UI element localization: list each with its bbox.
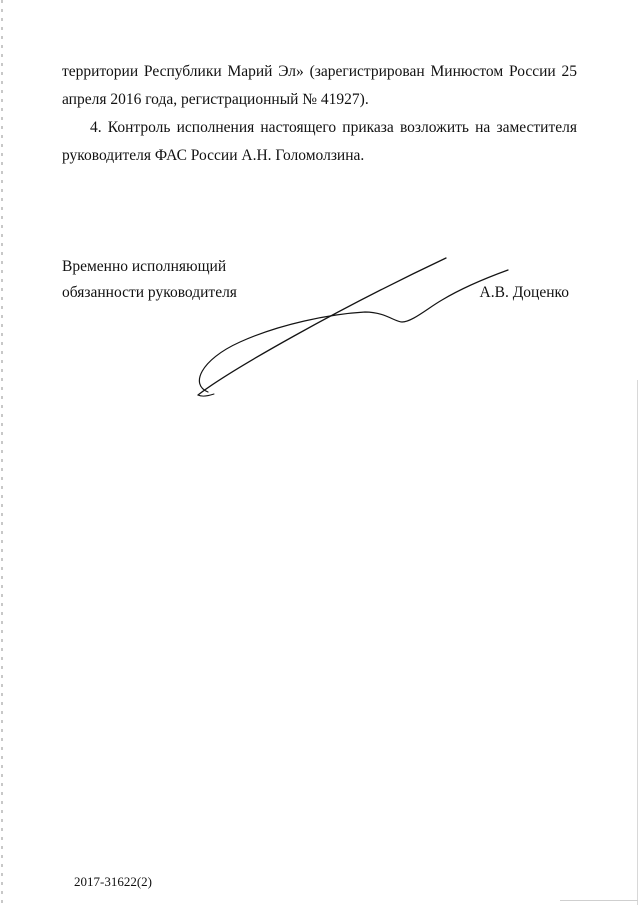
signatory-title-line-2: обязанности руководителя	[62, 284, 237, 301]
signature-stroke-loop	[199, 270, 508, 392]
paragraph-continuation	[62, 58, 577, 114]
handwritten-signature	[190, 250, 520, 400]
paragraph-continuation-line-1: территории Республики Марий Эл» (зарегистрирован Минюстом России 25	[62, 63, 577, 80]
signatory-name: А.В. Доценко	[479, 284, 569, 301]
signatory-title-line-1: Временно исполняющий	[62, 258, 227, 275]
paragraph-4-line-1: 4. Контроль исполнения настоящего приказа возложить на заместителя	[90, 119, 577, 136]
signature-stroke-long	[198, 258, 446, 395]
paragraph-4-line-2: руководителя ФАС России А.Н. Голомолзина.	[62, 147, 365, 164]
scan-edge-bottom	[560, 900, 638, 901]
document-number: 2017-31622(2)	[74, 874, 152, 889]
signature-stroke-tail	[198, 394, 214, 396]
paragraph-4	[62, 114, 577, 170]
scan-edge-right	[637, 380, 638, 905]
paragraph-continuation-line-2: апреля 2016 года, регистрационный № 41927).	[62, 91, 369, 108]
scan-edge-left	[1, 0, 3, 905]
